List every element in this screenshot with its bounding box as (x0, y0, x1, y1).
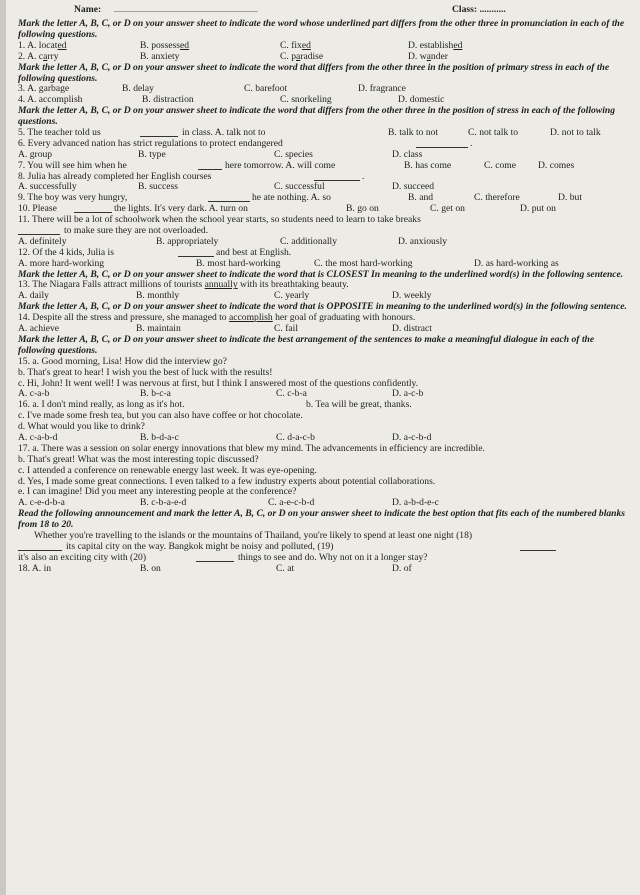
instruction-stress: Mark the letter A, B, C, or D on your answer sheet to indicate the word that differs from the other three in the position of primary stress in each of the following questions. (18, 61, 610, 84)
question-16-c: c. I've made some fresh tea, but you can also have coffee or hot chocolate. (18, 410, 303, 422)
question-11-options: A. definitely B. appropriately C. additionally D. anxiously (18, 235, 448, 247)
question-15-options: A. c-a-b B. b-c-a C. c-b-a D. a-c-b (18, 388, 424, 400)
question-18-options: 18. A. in B. on C. at D. of (18, 562, 412, 574)
name-dots: ........................................................................ (114, 5, 258, 14)
question-14: 14. Despite all the stress and pressure, she managed to accomplish her goal of graduating with honours. (18, 312, 416, 324)
question-15-c: c. Hi, John! It went well! I was nervous at first, but I think I answered most of the questions confidently. (18, 377, 419, 389)
passage-line-2: its capital city on the way. Bangkok might be noisy and polluted, (19) (18, 542, 630, 553)
question-6-options: A. group B. type C. species D. class (18, 148, 423, 160)
question-3: 3. A. garbage B. delay C. barefoot D. fragrance (18, 83, 406, 95)
question-17-c: c. I attended a conference on renewable energy last week. It was eye-opening. (18, 464, 317, 476)
question-12-options: A. more hard-working B. most hard-working C. the most hard-working D. as hard-working as (18, 257, 559, 269)
worksheet-content (18, 0, 630, 575)
question-17-a: 17. a. There was a session on solar energy innovations that blew my mind. The advancements in efficiency are incredible. (18, 442, 485, 454)
worksheet-page (6, 0, 640, 895)
question-1: 1. A. located B. possessed C. fixed D. established (18, 39, 463, 51)
question-8: 8. Julia has already completed her English courses . (18, 170, 365, 182)
question-16-a-b: 16. a. I don't mind really, as long as it's hot. b. Tea will be great, thanks. (18, 399, 412, 411)
instruction-stress-2: Mark the letter A, B, C, or D on your answer sheet to indicate the word that differs from the other three in the position of stress in each of the following questions. (18, 105, 615, 128)
question-17-d: d. Yes, I made some great connections. I even talked to a few industry experts about potential collaborations. (18, 475, 436, 487)
header (18, 5, 630, 17)
question-4: 4. A. accomplish B. distraction C. snorkeling D. domestic (18, 94, 445, 106)
question-2: 2. A. carry B. anxiety C. paradise D. wander (18, 50, 448, 62)
passage-line-3: it's also an exciting city with (20) things to see and do. Why not on it a longer stay? (18, 551, 428, 563)
passage-line-1: Whether you're travelling to the islands or the mountains of Thailand, you're likely to spend at least one night (18) (34, 530, 473, 542)
question-15-a: 15. a. Good morning, Lisa! How did the interview go? (18, 355, 227, 367)
question-17-b: b. That's great! What was the most interesting topic discussed? (18, 453, 259, 465)
question-12: 12. Of the 4 kids, Julia is and best at English. (18, 246, 292, 258)
question-17-e: e. I can imagine! Did you meet any interesting people at the conference? (18, 486, 297, 498)
instruction-reading: Read the following announcement and mark the letter A, B, C, or D on your answer sheet to indicate the best option that fits each of the numbered blanks from 18 to 20. (18, 508, 626, 531)
instruction-dialogue: Mark the letter A, B, C, or D on your answer sheet to indicate the best arrangement of the sentences to make a meaningful dialogue in each of the following questions. (18, 333, 595, 356)
question-7: 7. You will see him when he here tomorrow. A. will come B. has come C. come D. comes (18, 159, 575, 171)
class-label: Class: ........... (452, 4, 506, 15)
question-16-options: A. c-a-b-d B. b-d-a-c C. d-a-c-b D. a-c-b-d (18, 432, 432, 443)
question-8-options: A. successfully B. success C. successful D. succeed (18, 181, 435, 193)
question-13: 13. The Niagara Falls attract millions of tourists annually with its breathtaking beauty. (18, 279, 349, 291)
question-10: 10. Please the lights. It's very dark. A. turn on B. go on C. get on D. put on (18, 203, 556, 215)
question-11-cont: to make sure they are not overloaded. (18, 226, 630, 237)
question-17-options: A. c-e-d-b-a B. c-b-a-e-d C. a-e-c-b-d D. a-b-d-e-c (18, 497, 439, 509)
question-14-options: A. achieve B. maintain C. fail D. distract (18, 323, 432, 335)
instruction-pronunciation: Mark the letter A, B, C, or D on your answer sheet to indicate the word whose underlined part differs from the other three in pronunciation in each of the following questions. (18, 18, 625, 40)
question-11: 11. There will be a lot of schoolwork when the school year starts, so students need to learn to take breaks (18, 214, 421, 226)
question-15-b: b. That's great to hear! I wish you the best of luck with the results! (18, 366, 273, 378)
instruction-closest: Mark the letter A, B, C, or D on your answer sheet to indicate the word that is CLOSEST In meaning to the underlined word(s) in the following sentence. (18, 268, 624, 280)
question-6: 6. Every advanced nation has strict regulations to protect endangered . (18, 137, 473, 149)
question-13-options: A. daily B. monthly C. yearly D. weekly (18, 290, 432, 302)
name-label: Name: (74, 4, 102, 15)
question-16-d: d. What would you like to drink? (18, 421, 145, 433)
instruction-opposite: Mark the letter A, B, C, or D on your answer sheet to indicate the word that is OPPOSITE in meaning to the underlined word(s) in the following sentence. (18, 301, 627, 313)
question-5: 5. The teacher told us in class. A. talk not to B. talk to not C. not talk to D. not to talk (18, 127, 601, 138)
question-9: 9. The boy was very hungry, he ate nothing. A. so B. and C. therefore D. but (18, 192, 582, 204)
